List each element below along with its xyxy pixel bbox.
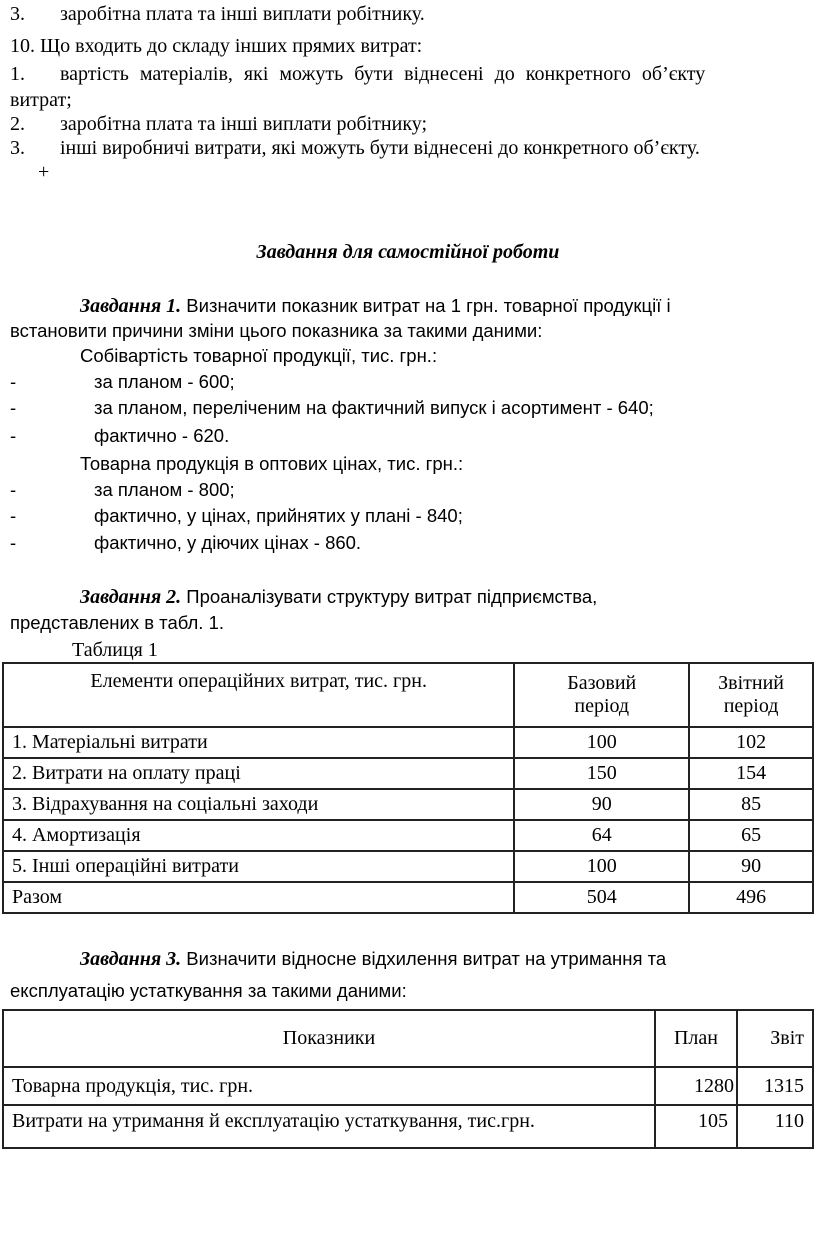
subheading: Собівартість товарної продукції, тис. грн.: xyxy=(80,345,438,366)
task-label: Завдання 2. xyxy=(80,586,182,608)
section-title: Завдання для самостійної роботи xyxy=(256,241,560,263)
list-item xyxy=(10,136,700,160)
cell: 90 xyxy=(514,789,689,820)
item-text: за планом - 800; xyxy=(94,479,235,500)
task-text: Визначити показник витрат на 1 грн. товарної продукції і xyxy=(181,295,671,316)
cell: 3. Відрахування на соціальні заходи xyxy=(3,789,514,820)
item-number: 3. xyxy=(10,3,25,25)
cell: Разом xyxy=(3,882,514,913)
question-heading: 10. Що входить до складу інших прямих витрат: xyxy=(10,35,423,57)
table-row xyxy=(3,851,813,882)
table-row xyxy=(3,727,813,758)
column-header: Елементи операційних витрат, тис. грн. xyxy=(3,663,514,727)
column-header: Базовий період xyxy=(514,663,689,727)
cell: 5. Інші операційні витрати xyxy=(3,851,514,882)
list-item xyxy=(10,2,425,26)
column-header: План xyxy=(655,1010,737,1067)
dash: - xyxy=(10,397,17,418)
item-text-continued: витрат; xyxy=(10,89,72,111)
item-text: заробітна плата та інші виплати робітнику; xyxy=(60,113,428,135)
cell: 1. Матеріальні витрати xyxy=(3,727,514,758)
column-header: Звітний період xyxy=(689,663,813,727)
dash: - xyxy=(10,479,17,500)
task-text: Проаналізувати структуру витрат підприємства, xyxy=(181,586,598,607)
cell: Товарна продукція, тис. грн. xyxy=(3,1067,655,1105)
column-header: Звіт xyxy=(737,1010,813,1067)
list-item xyxy=(10,396,654,420)
cell: 4. Амортизація xyxy=(3,820,514,851)
dash: - xyxy=(10,425,17,446)
cell: 102 xyxy=(689,727,813,758)
list-item xyxy=(10,62,806,86)
item-text: за планом, переліченим на фактичний випуск і асортимент - 640; xyxy=(94,397,654,418)
column-header: Показники xyxy=(3,1010,655,1067)
list-item xyxy=(10,370,235,394)
item-number: 1. xyxy=(10,63,25,85)
cell: Витрати на утримання й експлуатацію устаткування, тис.грн. xyxy=(3,1105,655,1148)
task-label: Завдання 1. xyxy=(80,295,182,317)
table-row xyxy=(3,758,813,789)
dash: - xyxy=(10,371,17,392)
list-item xyxy=(10,112,427,136)
cell: 105 xyxy=(655,1105,737,1148)
task-text: встановити причини зміни цього показника за такими даними: xyxy=(10,320,543,341)
task-label: Завдання 3. xyxy=(80,948,182,970)
item-text: вартість матеріалів, які можуть бути віднесені до конкретного об’єкту xyxy=(60,63,706,85)
cell: 1315 xyxy=(737,1067,813,1105)
table-row xyxy=(3,1105,813,1148)
cell: 150 xyxy=(514,758,689,789)
item-text: заробітна плата та інші виплати робітнику. xyxy=(60,3,425,25)
cell: 64 xyxy=(514,820,689,851)
task3-intro xyxy=(80,947,666,971)
cell: 154 xyxy=(689,758,813,789)
cell: 100 xyxy=(514,727,689,758)
item-text: інші виробничі витрати, які можуть бути віднесені до конкретного об’єкту. xyxy=(60,137,700,159)
task-text: Визначити відносне відхилення витрат на утримання та xyxy=(181,948,667,969)
dash: - xyxy=(10,505,17,526)
table-header-row xyxy=(3,1010,813,1067)
task-text: експлуатацію устаткування за такими даними: xyxy=(10,980,407,1001)
plus-mark: + xyxy=(38,161,50,183)
operating-costs-table xyxy=(2,662,814,914)
list-item xyxy=(10,504,463,528)
dash: - xyxy=(10,532,17,553)
list-item xyxy=(10,531,361,555)
equipment-costs-table xyxy=(2,1009,814,1149)
cell: 1280 xyxy=(655,1067,737,1105)
list-item xyxy=(10,424,229,448)
table-caption: Таблиця 1 xyxy=(72,639,158,661)
cell: 504 xyxy=(514,882,689,913)
list-item xyxy=(10,478,235,502)
cell: 100 xyxy=(514,851,689,882)
task2-intro xyxy=(80,585,597,609)
table-total-row xyxy=(3,882,813,913)
task1-intro xyxy=(80,294,671,318)
table-header-row xyxy=(3,663,813,727)
subheading: Товарна продукція в оптових цінах, тис. грн.: xyxy=(80,453,464,474)
item-number: 3. xyxy=(10,137,25,159)
table-row xyxy=(3,1067,813,1105)
cell: 496 xyxy=(689,882,813,913)
table-row xyxy=(3,789,813,820)
cell: 65 xyxy=(689,820,813,851)
cell: 90 xyxy=(689,851,813,882)
cell: 110 xyxy=(737,1105,813,1148)
item-text: фактично, у діючих цінах - 860. xyxy=(94,532,362,553)
item-text: фактично - 620. xyxy=(94,425,230,446)
table-row xyxy=(3,820,813,851)
cell: 2. Витрати на оплату праці xyxy=(3,758,514,789)
item-number: 2. xyxy=(10,113,25,135)
task-text: представлених в табл. 1. xyxy=(10,612,225,633)
cell: 85 xyxy=(689,789,813,820)
item-text: за планом - 600; xyxy=(94,371,235,392)
item-text: фактично, у цінах, прийнятих у плані - 840; xyxy=(94,505,463,526)
